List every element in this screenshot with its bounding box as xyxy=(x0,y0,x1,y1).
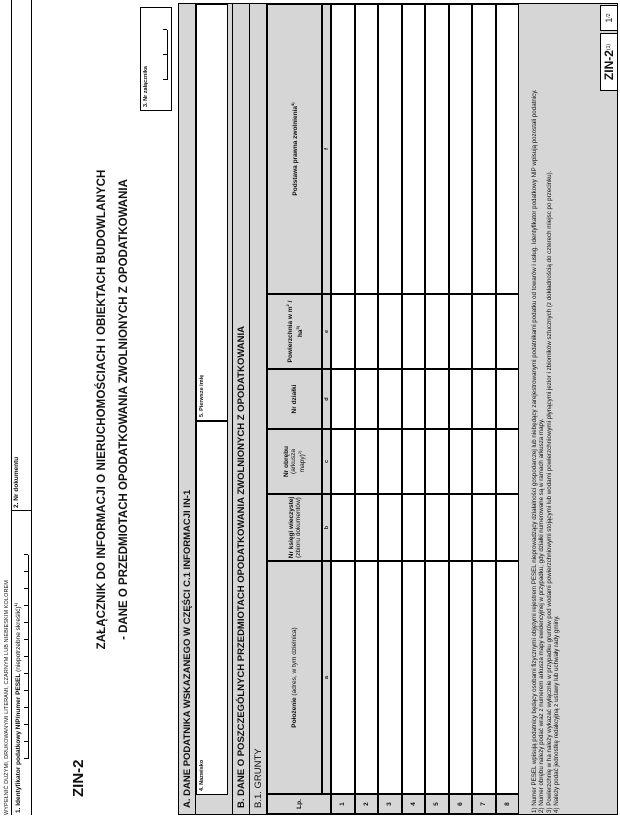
table-cell-e[interactable] xyxy=(402,294,426,369)
table-cell-c[interactable] xyxy=(472,429,496,494)
surname-field[interactable]: 4. Nazwisko xyxy=(196,421,228,795)
section-a-header: A. DANE PODATNIKA WSKAZANEGO W CZĘŚCI C.1 INFORMACJI IN-1 xyxy=(179,4,196,814)
footer-page-box: 1 / 2 xyxy=(600,5,618,31)
table-cell-c[interactable] xyxy=(378,429,402,494)
row-number: 3 xyxy=(378,794,402,814)
table-cell-a[interactable] xyxy=(355,561,379,794)
form-code: ZIN-2 xyxy=(70,759,87,797)
row-number: 6 xyxy=(449,794,473,814)
field2-label: 2. Nr dokumentu xyxy=(13,456,20,508)
table-cell-d[interactable] xyxy=(378,369,402,429)
table-cell-b[interactable] xyxy=(378,494,402,561)
col-header-a: Położenie (adres, w tym dzielnica) xyxy=(267,561,322,794)
table-cell-d[interactable] xyxy=(496,369,520,429)
table-cell-c[interactable] xyxy=(402,429,426,494)
table-cell-e[interactable] xyxy=(449,294,473,369)
table-cell-b[interactable] xyxy=(425,494,449,561)
footnote-2: 2) Numer obrębu należy podać wraz z numerem arkusza mapy ewidencyjnej w przypadku, gdy działki numerowane są w ramach arkusza mapy. xyxy=(538,418,546,813)
footer-code-box: ZIN-2 (1) xyxy=(600,33,618,91)
table-cell-d[interactable] xyxy=(402,369,426,429)
table-cell-f[interactable] xyxy=(425,4,449,294)
col-header-f: Podstawa prawna zwolnienia$^{4)}$ xyxy=(267,4,322,294)
table-cell-b[interactable] xyxy=(496,494,520,561)
table-cell-d[interactable] xyxy=(449,369,473,429)
table-cell-d[interactable] xyxy=(331,369,355,429)
table-cell-c[interactable] xyxy=(496,429,520,494)
col-letter-f: f xyxy=(322,4,331,294)
title-line2: - DANE O PRZEDMIOTACH OPODATKOWANIA ZWOLNIONYCH Z OPODATKOWANIA xyxy=(118,179,130,640)
col-letter-a: a xyxy=(322,561,331,794)
footnote-3: 3) Powierzchnię w ha należy wykazać wyłącznie w przypadku gruntów pod wodami powierzchniowymi stojącymi lub wodami powierzchniowymi płynącymi jezior i zbiorników sztucznych (z dokładnością do czterech miejsc po przecinku). xyxy=(545,170,553,813)
table-cell-f[interactable] xyxy=(496,4,520,294)
table-cell-b[interactable] xyxy=(355,494,379,561)
row-number: 1 xyxy=(331,794,355,814)
nip-input[interactable] xyxy=(20,555,29,759)
col-header-d: Nr działki xyxy=(267,369,322,429)
table-cell-d[interactable] xyxy=(355,369,379,429)
table-cell-a[interactable] xyxy=(425,561,449,794)
row-number: 8 xyxy=(496,794,520,814)
table-cell-d[interactable] xyxy=(425,369,449,429)
col-header-b: Nr księgi wieczystej (zbioru dokumentów) xyxy=(267,494,322,561)
col-letter-b: b xyxy=(322,494,331,561)
table-cell-a[interactable] xyxy=(472,561,496,794)
table-cell-c[interactable] xyxy=(449,429,473,494)
section-b1-header: B.1. GRUNTY xyxy=(250,4,267,814)
row-number: 4 xyxy=(402,794,426,814)
table-cell-b[interactable] xyxy=(402,494,426,561)
table-cell-a[interactable] xyxy=(402,561,426,794)
table-cell-b[interactable] xyxy=(331,494,355,561)
col-letter-e: e xyxy=(322,294,331,369)
table-cell-e[interactable] xyxy=(425,294,449,369)
table-cell-f[interactable] xyxy=(472,4,496,294)
table-cell-e[interactable] xyxy=(355,294,379,369)
table-cell-c[interactable] xyxy=(331,429,355,494)
table-cell-a[interactable] xyxy=(496,561,520,794)
col-header-lp: Lp. xyxy=(267,794,331,814)
footnote-4: 4) Należy podać jednostkę redakcyjną z ustawy lub uchwały rady gminy. xyxy=(552,615,560,813)
header-rule xyxy=(11,0,12,815)
table-cell-e[interactable] xyxy=(472,294,496,369)
table-cell-a[interactable] xyxy=(449,561,473,794)
title-line1: ZAŁĄCZNIK DO INFORMACJI O NIERUCHOMOŚCIACH I OBIEKTACH BUDOWLANYCH xyxy=(96,169,108,650)
col-header-c: Nr obrębu (arkusza mapy)$^{2)}$ xyxy=(267,429,322,494)
table-cell-b[interactable] xyxy=(472,494,496,561)
top-note: WYPEŁNIĆ DUŻYMI, DRUKOWANYMI LITERAMI, CZARNYM LUB NIEBIESKIM KOLOREM xyxy=(4,580,10,815)
table-cell-d[interactable] xyxy=(472,369,496,429)
table-cell-f[interactable] xyxy=(378,4,402,294)
row-number: 5 xyxy=(425,794,449,814)
table-cell-c[interactable] xyxy=(425,429,449,494)
field1-label: 1. Identyfikator podatkowy NIP/numer PESEL (niepotrzebne skreślić)$^{1)}$ xyxy=(13,602,23,813)
col-header-e: Powierzchnia w $m^2$ / $ha^{3)}$ xyxy=(267,294,322,369)
table-cell-a[interactable] xyxy=(331,561,355,794)
footnote-1: 1) Numer PESEL wpisują podatnicy będący osobami fizycznymi objętymi rejestrem PESEL nieprowadzący działalności gospodarczej lub niebędący zarejestrowanymi podatnikami podatku od towarów i usług. Identyfikator podatkowy NIP wpisują pozostali podatnicy. xyxy=(531,89,538,813)
table-cell-b[interactable] xyxy=(449,494,473,561)
attachment-number-label: 3. Nr załącznika xyxy=(143,66,149,107)
section-b-header: B. DANE O POSZCZEGÓLNYCH PRZEDMIOTACH OPODATKOWANIA ZWOLNIONYCH Z OPODATKOWANIA xyxy=(232,4,250,814)
first-name-field[interactable]: 5. Pierwsze imię xyxy=(196,4,228,421)
attachment-number-box[interactable] xyxy=(140,7,172,111)
table-cell-f[interactable] xyxy=(331,4,355,294)
table-cell-e[interactable] xyxy=(378,294,402,369)
col-letter-d: d xyxy=(322,369,331,429)
col-letter-c: c xyxy=(322,429,331,494)
footnotes xyxy=(531,5,560,813)
table-cell-a[interactable] xyxy=(378,561,402,794)
table-cell-f[interactable] xyxy=(355,4,379,294)
row-number: 7 xyxy=(472,794,496,814)
row-number: 2 xyxy=(355,794,379,814)
table-cell-f[interactable] xyxy=(449,4,473,294)
table-cell-c[interactable] xyxy=(355,429,379,494)
table-cell-f[interactable] xyxy=(402,4,426,294)
table-cell-e[interactable] xyxy=(331,294,355,369)
table-cell-e[interactable] xyxy=(496,294,520,369)
